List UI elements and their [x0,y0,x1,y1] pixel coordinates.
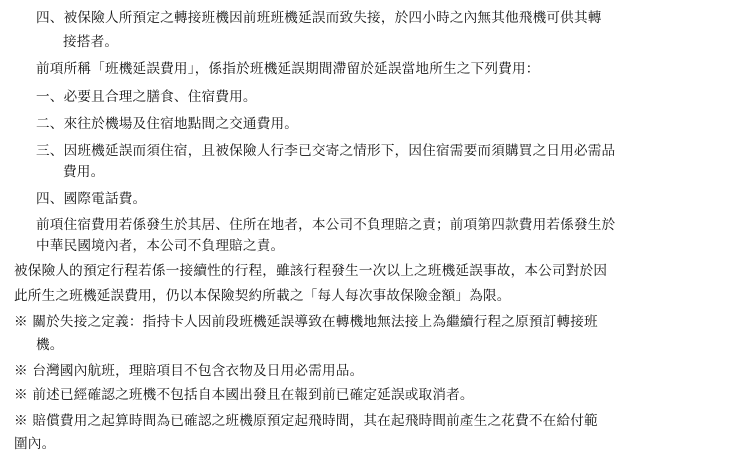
note-1-line1: ※ 關於失接之定義：指持卡人因前段班機延誤導致在轉機地無法接上為繼續行程之原預訂轉接班 [14,314,598,330]
cost-item-2: 二、來往於機場及住宿地點間之交通費用。 [36,116,299,132]
exclusion-line1: 前項住宿費用若係發生於其居、住所在地者，本公司不負理賠之責；前項第四款費用若係發生於 [36,217,616,233]
note-2: ※ 台灣國內航班，理賠項目不包含衣物及日用必需用品。 [14,363,364,379]
cost-item-1: 一、必要且合理之膳食、住宿費用。 [36,89,257,105]
cost-item-4: 四、國際電話費。 [36,191,147,207]
multi-leg-line2: 此所生之班機延誤費用，仍以本保險契約所載之「每人每次事故保險金額」為限。 [14,288,511,304]
note-1-line2: 機。 [36,337,64,353]
clause-item-4-line1: 四、被保險人所預定之轉接班機因前班班機延誤而致失接，於四小時之內無其他飛機可供其轉 [36,10,602,26]
cost-item-3-line1: 三、因班機延誤而須住宿，且被保險人行李已交寄之情形下，因住宿需要而須購買之日用必需品 [36,143,616,159]
cost-item-3-line2: 費用。 [63,164,105,180]
exclusion-line2: 中華民國境內者，本公司不負理賠之責。 [36,238,285,254]
definition-intro: 前項所稱「班機延誤費用」，係指於班機延誤期間滯留於延誤當地所生之下列費用： [36,61,540,77]
clause-item-4-line2: 接搭者。 [63,34,119,50]
note-4-line2: 圍內。 [14,436,56,452]
note-3: ※ 前述已經確認之班機不包括自本國出發且在報到前已確定延誤或取消者。 [14,387,474,403]
multi-leg-line1: 被保險人的預定行程若係一接續性的行程，雖該行程發生一次以上之班機延誤事故，本公司對於因 [14,263,608,279]
note-4-line1: ※ 賠償費用之起算時間為已確認之班機原預定起飛時間，其在起飛時間前產生之花費不在給付範 [14,413,598,429]
